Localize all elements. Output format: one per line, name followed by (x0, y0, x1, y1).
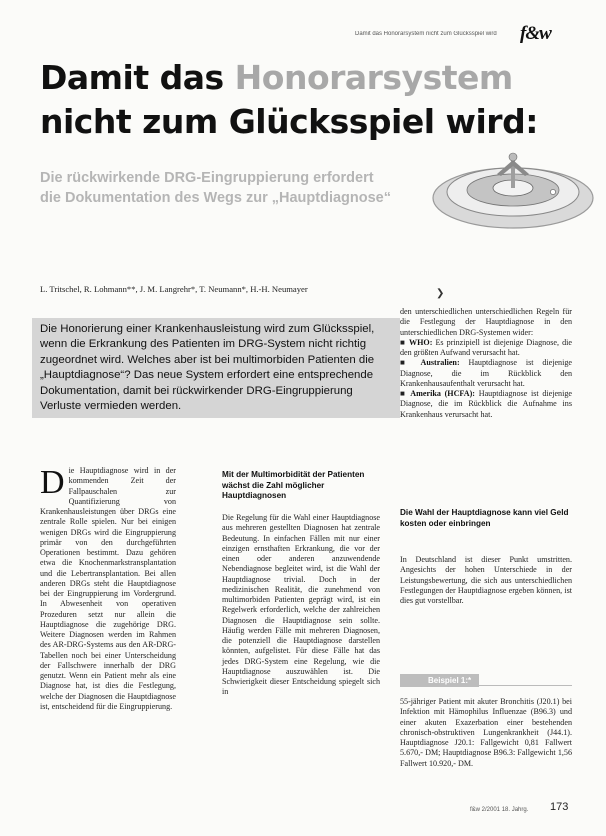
column-2-text: Die Regelung für die Wahl einer Hauptdiagnose aus mehreren gestellten Diagnosen hat zentrale Bedeutung. In einfachen Fällen mit nur einer einzigen ernsthaften Erkrankung, die vor der einen oder anderen anzuwendende Nebendiagnose begleitet wird, ist die Wahl der Hauptdiagnose trivial. Doch in der medizinischen Realität, die zunehmend von multimorbiden Patienten geprägt wird, ist ein Regelwerk erforderlich, welche der zahlreichen Diagnosen die Hauptdiagnose sein sollte. Häufig werden Fälle mit mehreren Diagnosen, die potenziell die Hauptdiagnose darstellen könnten, aufgelistet. Für diese Fälle hat das jedes DRG-System eine Regelung, wie die Hauptdiagnose auszuwählen ist. Die Schwierigkeit dieser Entscheidung spiegelt sich in (222, 513, 380, 697)
author-list: L. Tritschel, R. Lohmann**, J. M. Langrehr*, T. Neumann*, H.-H. Neumayer (40, 284, 308, 294)
bullet-america: ■ Amerika (HCFA): Hauptdiagnose ist diejenige Diagnose, die im Rückblick die Aufnahme ins Krankenhaus verursacht hat. (400, 389, 572, 419)
bullet-label: Amerika (HCFA): (410, 389, 475, 398)
abstract-box: Die Honorierung einer Krankenhausleistung wird zum Glücksspiel, wenn die Erkrankung des Patienten im DRG-System nicht richtig zugeordnet wird. Welches aber ist bei multimorbiden Patienten die „Hauptdiagnose“? Das neue System erfordert eine entsprechende Dokumentation, damit bei rückwirkender DRG-Eingruppierung Verluste vermieden werden. (32, 318, 400, 418)
bullet-who: ■ WHO: Es prinzipiell ist diejenige Diagnose, die den größten Aufwand verursacht hat. (400, 337, 572, 357)
running-header: Damit das Honorarsystem nicht zum Glücksspiel wird (355, 31, 497, 37)
column-3-top (400, 307, 572, 420)
footer-journal: f&w 2/2001 18. Jahrg. (470, 807, 529, 813)
section-heading-multimorbidity: Mit der Multimorbidität der Patienten wächst die Zahl möglicher Hauptdiagnosen (222, 470, 365, 500)
bullet-text: Es prinzipiell ist diejenige Diagnose, die den größten Aufwand verursacht hat. (400, 337, 572, 357)
bullet-text: Hauptdiagnose ist diejenige Diagnose, die im Rückblick die Aufnahme ins Krankenhaus verursacht hat. (400, 389, 572, 419)
stray-mark: ❯ (436, 288, 445, 299)
bullet-label: WHO: (409, 337, 433, 347)
bullet-label: Australien: (420, 358, 460, 368)
column-3-intro: den unterschiedlichen unterschiedlichen Regeln für die Festlegung der Hauptdiagnose in den unterschiedlichen DRG-Systemen wider: (400, 307, 572, 337)
title-part1: Damit das (40, 58, 235, 97)
column-1 (40, 466, 176, 712)
roulette-wheel-image (425, 140, 595, 235)
example-text: 55-jähriger Patient mit akuter Bronchitis (J20.1) bei Infektion mit Hämophilus Influenzae (B96.3) und einer akuten Exazerbation einer bestehenden chronisch-obstruktiven Lungenkrankheit (J44.1). Hauptdiagnose J20.1: Fallgewicht 0,81 Fallwert 5.670,- DM; Hauptdiagnose B96.3: Fallgewicht 1,56 Fallwert 10.920,- DM. (400, 697, 572, 768)
drop-cap: D (40, 464, 65, 501)
subtitle-line1: Die rückwirkende DRG-Eingruppierung erfordert (40, 170, 374, 186)
column-3-text: In Deutschland ist dieser Punkt umstritten. Angesichts der hohen Unterschiede in der Leistungsbewertung, die sich aus unterschiedlichen Festlegungen der Hauptdiagnose ergeben können, ist dies gut vorstellbar. (400, 555, 572, 605)
title-part2: nicht zum Glücksspiel wird: (40, 102, 538, 141)
subtitle-line2: die Dokumentation des Wegs zur „Hauptdiagnose“ (40, 190, 391, 206)
column-1-text: ie Hauptdiagnose wird in der kommenden Zeit der Fallpauschalen zur Quantifizierung von Krankenhausleistungen über DRGs eine zentrale Rolle spielen. Nur bei einigen wenigen DRGs wird die Eingruppierung primär von den durchgeführten Operationen bestimmt. Dazu gehören etwa die Knochenmarkstransplantation und die Lebertransplantation. Bei allen anderen DRGs steht die Hauptdiagnose bei der Eingruppierung im Vordergrund. In Abwesenheit von operativen Prozeduren setzt nur allein die Hauptdiagnose die zugehörige DRG. Weitere Diagnosen werden im Rahmen des AR-DRG-Systems aus den AR-DRG-Tabellen noch bei einer Unterscheidung der Fallschwere innerhalb der DRG genutzt. Wenn ein Patient mehr als eine Diagnose hat, ist dies die Festlegung, welche der Diagnosen die Hauptdiagnose ist, entscheidend für die Eingruppierung. (40, 466, 176, 711)
bullet-text: Hauptdiagnose ist diejenige Diagnose, die im Rückblick den Krankenhausaufenthalt verursacht hat. (400, 358, 572, 388)
title-highlight: Honorarsystem (234, 58, 513, 97)
example-label-bar (400, 670, 572, 686)
journal-logo: f&w (520, 23, 551, 44)
example-label: Beispiel 1:* (400, 674, 479, 687)
article-subtitle (40, 168, 460, 208)
bullet-australia: ■ Australien: Hauptdiagnose ist diejenige Diagnose, die im Rückblick den Krankenhausaufenthalt verursacht hat. (400, 358, 572, 388)
article-title (40, 56, 580, 144)
page-number: 173 (550, 801, 569, 813)
section-heading-money: Die Wahl der Hauptdiagnose kann viel Geld kosten oder einbringen (400, 508, 569, 528)
